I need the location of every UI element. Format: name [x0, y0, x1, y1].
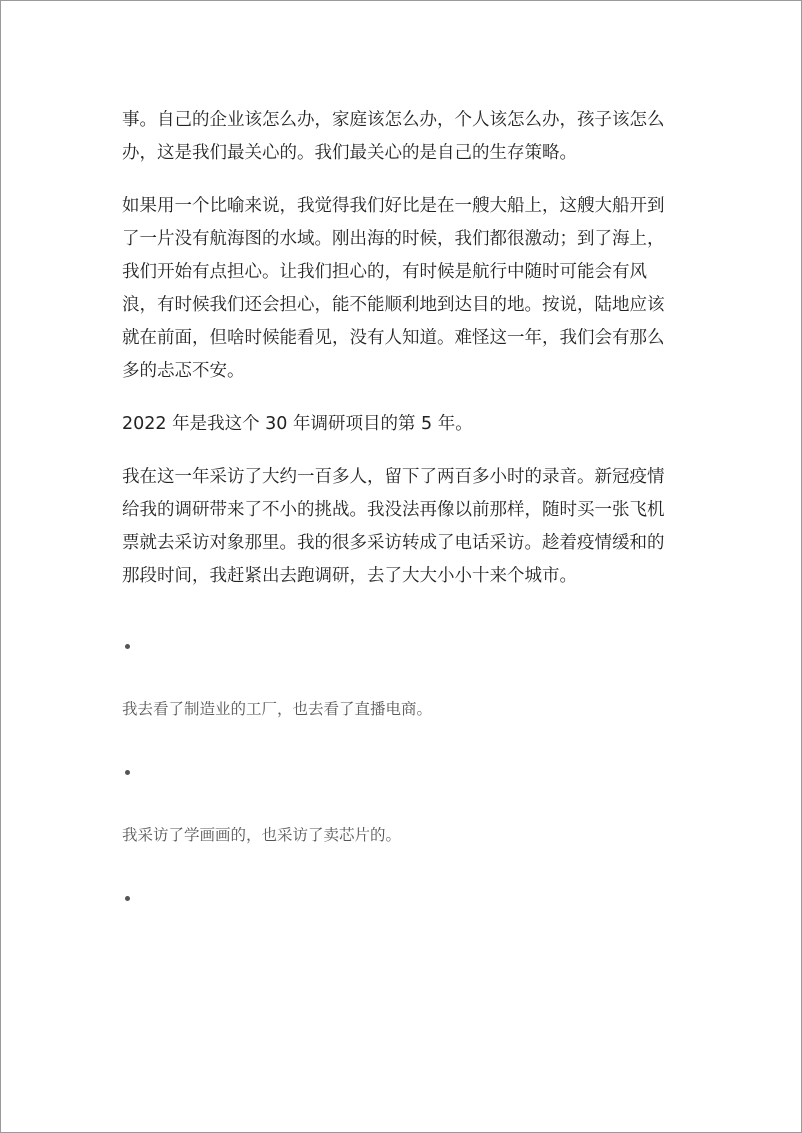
bullet-dot-icon [125, 644, 130, 649]
spacer [122, 789, 682, 819]
spacer [122, 663, 682, 693]
text-line: 就在前面，但啥时候能看见，没有人知道。难怪这一年，我们会有那么 [122, 328, 665, 348]
text-line: 办，这是我们最关心的。我们最关心的是自己的生存策略。 [122, 143, 577, 163]
text-line: 给我的调研带来了不小的挑战。我没法再像以前那样，随时买一张飞机 [122, 500, 665, 520]
paragraph-3 [122, 408, 682, 441]
text-line: 票就去采访对象那里。我的很多采访转成了电话采访。趁着疫情缓和的 [122, 533, 665, 553]
text-line: 了一片没有航海图的水域。刚出海的时候，我们都很激动；到了海上， [122, 229, 665, 249]
bullet-marker [122, 756, 682, 789]
document-body [122, 104, 682, 915]
text-line: 多的忐忑不安。 [122, 361, 245, 381]
spacer [122, 726, 682, 756]
text-line: 事。自己的企业该怎么办，家庭该怎么办，个人该怎么办，孩子该怎么 [122, 110, 665, 130]
bullet-dot-icon [125, 770, 130, 775]
spacer [122, 613, 682, 630]
text-line: 我们开始有点担心。让我们担心的，有时候是航行中随时可能会有风 [122, 262, 647, 282]
text-line: 浪，有时候我们还会担心，能不能顺利地到达目的地。按说，陆地应该 [122, 295, 665, 315]
text-line: 那段时间，我赶紧出去跑调研，去了大大小小十来个城市。 [122, 566, 577, 586]
paragraph-2 [122, 190, 682, 388]
bullet-marker [122, 882, 682, 915]
bullet-item: 我采访了学画画的，也采访了卖芯片的。 [122, 826, 402, 844]
paragraph-4 [122, 461, 682, 593]
spacer [122, 852, 682, 882]
text-line: 我在这一年采访了大约一百多人，留下了两百多小时的录音。新冠疫情 [122, 467, 665, 487]
bullet-item: 我去看了制造业的工厂，也去看了直播电商。 [122, 700, 433, 718]
text-line: 如果用一个比喻来说，我觉得我们好比是在一艘大船上，这艘大船开到 [122, 196, 665, 216]
text-line: 2022 年是我这个 30 年调研项目的第 5 年。 [122, 414, 473, 434]
bullet-marker [122, 630, 682, 663]
paragraph-1 [122, 104, 682, 170]
bullet-dot-icon [125, 896, 130, 901]
